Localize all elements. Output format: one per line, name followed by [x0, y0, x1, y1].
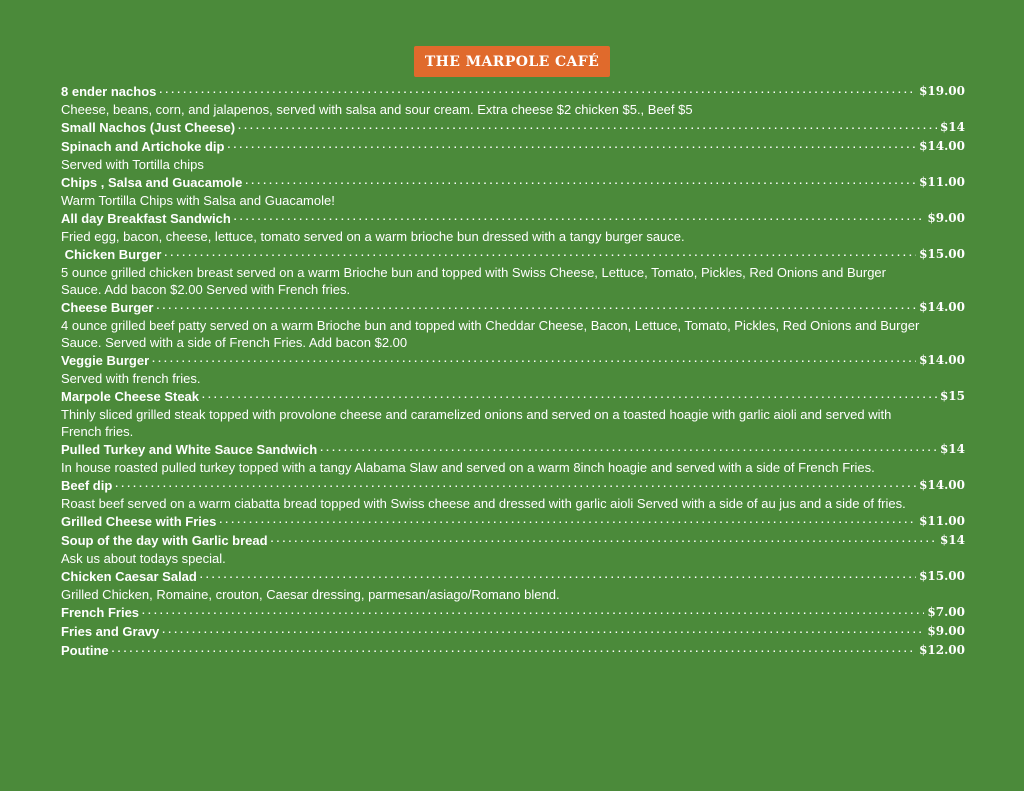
- menu-item-chicken-burger: [61, 245, 965, 298]
- item-name: Beef dip: [61, 478, 113, 493]
- item-description: Warm Tortilla Chips with Salsa and Guacamole!: [61, 193, 335, 208]
- dot-leader: [200, 567, 916, 586]
- menu-item-small-nachos: [61, 118, 965, 137]
- dot-leader: [238, 118, 937, 137]
- item-name: Fries and Gravy: [61, 624, 160, 639]
- dot-leader: [112, 641, 916, 660]
- item-description: Roast beef served on a warm ciabatta bread topped with Swiss cheese and dressed with garlic aioli Served with a side of au jus and a side of fries.: [61, 496, 906, 511]
- menu-list: [61, 82, 965, 660]
- menu-item-veggie-burger: [61, 351, 965, 387]
- item-price: $14.00: [919, 300, 965, 314]
- menu-item-pulled-turkey: [61, 440, 965, 476]
- menu-item-fries-gravy: [61, 622, 965, 641]
- dot-leader: [115, 476, 916, 495]
- menu-item-soup: [61, 531, 965, 567]
- dot-leader: [227, 137, 916, 156]
- item-price: $9.00: [927, 211, 965, 225]
- item-price: $15.00: [919, 247, 965, 261]
- item-description: In house roasted pulled turkey topped with a tangy Alabama Slaw and served on a warm 8inch hoagie and served with a side of French Fries.: [61, 460, 875, 475]
- item-name: Cheese Burger: [61, 300, 154, 315]
- menu-title-banner: [414, 46, 610, 77]
- item-name: Pulled Turkey and White Sauce Sandwich: [61, 442, 318, 457]
- dot-leader: [156, 298, 916, 317]
- item-price: $14.00: [919, 353, 965, 367]
- item-price: $7.00: [927, 605, 965, 619]
- item-price: $15: [939, 389, 965, 403]
- item-name: 8 ender nachos: [61, 84, 157, 99]
- item-price: $14: [939, 120, 965, 134]
- dot-leader: [142, 603, 924, 622]
- dot-leader: [159, 82, 916, 101]
- item-price: $14: [939, 442, 965, 456]
- dot-leader: [234, 209, 925, 228]
- menu-item-caesar-salad: [61, 567, 965, 603]
- item-description: Ask us about todays special.: [61, 551, 226, 566]
- dot-leader: [320, 440, 937, 459]
- item-name: Grilled Cheese with Fries: [61, 514, 217, 529]
- menu-item-spinach-dip: [61, 137, 965, 173]
- menu-item-grilled-cheese: [61, 512, 965, 531]
- item-description: Fried egg, bacon, cheese, lettuce, tomato served on a warm brioche bun dressed with a tangy burger sauce.: [61, 229, 685, 244]
- item-description: Cheese, beans, corn, and jalapenos, served with salsa and sour cream. Extra cheese $2 chicken $5., Beef $5: [61, 102, 693, 117]
- item-name: Spinach and Artichoke dip: [61, 139, 225, 154]
- item-price: $14.00: [919, 478, 965, 492]
- dot-leader: [202, 387, 937, 406]
- menu-title: THE MARPOLE CAFÉ: [424, 53, 600, 70]
- item-name: Poutine: [61, 643, 109, 658]
- item-price: $9.00: [927, 624, 965, 638]
- dot-leader: [271, 531, 937, 550]
- item-price: $14.00: [919, 139, 965, 153]
- item-name: Chips , Salsa and Guacamole: [61, 175, 243, 190]
- item-name: All day Breakfast Sandwich: [61, 211, 231, 226]
- dot-leader: [162, 622, 924, 641]
- item-price: $11.00: [919, 175, 965, 189]
- menu-item-chips-salsa: [61, 173, 965, 209]
- item-description: Served with french fries.: [61, 371, 201, 386]
- item-name: Veggie Burger: [61, 353, 150, 368]
- item-name: Soup of the day with Garlic bread: [61, 533, 268, 548]
- item-name: Small Nachos (Just Cheese): [61, 120, 236, 135]
- item-name: Marpole Cheese Steak: [61, 389, 200, 404]
- dot-leader: [219, 512, 916, 531]
- item-price: $14: [939, 533, 965, 547]
- menu-item-cheese-burger: [61, 298, 965, 351]
- menu-item-cheese-steak: [61, 387, 965, 440]
- item-description: Served with Tortilla chips: [61, 157, 204, 172]
- menu-item-french-fries: [61, 603, 965, 622]
- menu-item-beef-dip: [61, 476, 965, 512]
- menu-item-breakfast-sandwich: [61, 209, 965, 245]
- menu-item-nachos: [61, 82, 965, 118]
- item-description: 5 ounce grilled chicken breast served on a warm Brioche bun and topped with Swiss Cheese, Lettuce, Tomato, Pickles, Red Onions and Burger Sauce. Add bacon $2.00 Served with French fries.: [61, 265, 886, 297]
- dot-leader: [245, 173, 916, 192]
- dot-leader: [164, 245, 916, 264]
- dot-leader: [152, 351, 916, 370]
- item-description: 4 ounce grilled beef patty served on a warm Brioche bun and topped with Cheddar Cheese, Bacon, Lettuce, Tomato, Pickles, Red Onions and Burger Sauce. Served with a side of French Fries. Add bacon $2.00: [61, 318, 920, 350]
- item-price: $15.00: [919, 569, 965, 583]
- item-name: French Fries: [61, 605, 140, 620]
- item-description: Grilled Chicken, Romaine, crouton, Caesar dressing, parmesan/asiago/Romano blend.: [61, 587, 560, 602]
- item-price: $11.00: [919, 514, 965, 528]
- item-name: Chicken Burger: [61, 247, 162, 262]
- menu-item-poutine: [61, 641, 965, 660]
- item-price: $19.00: [919, 84, 965, 98]
- item-price: $12.00: [919, 643, 965, 657]
- item-name: Chicken Caesar Salad: [61, 569, 197, 584]
- item-description: Thinly sliced grilled steak topped with provolone cheese and caramelized onions and served on a toasted hoagie with garlic aioli and served with French fries.: [61, 407, 892, 439]
